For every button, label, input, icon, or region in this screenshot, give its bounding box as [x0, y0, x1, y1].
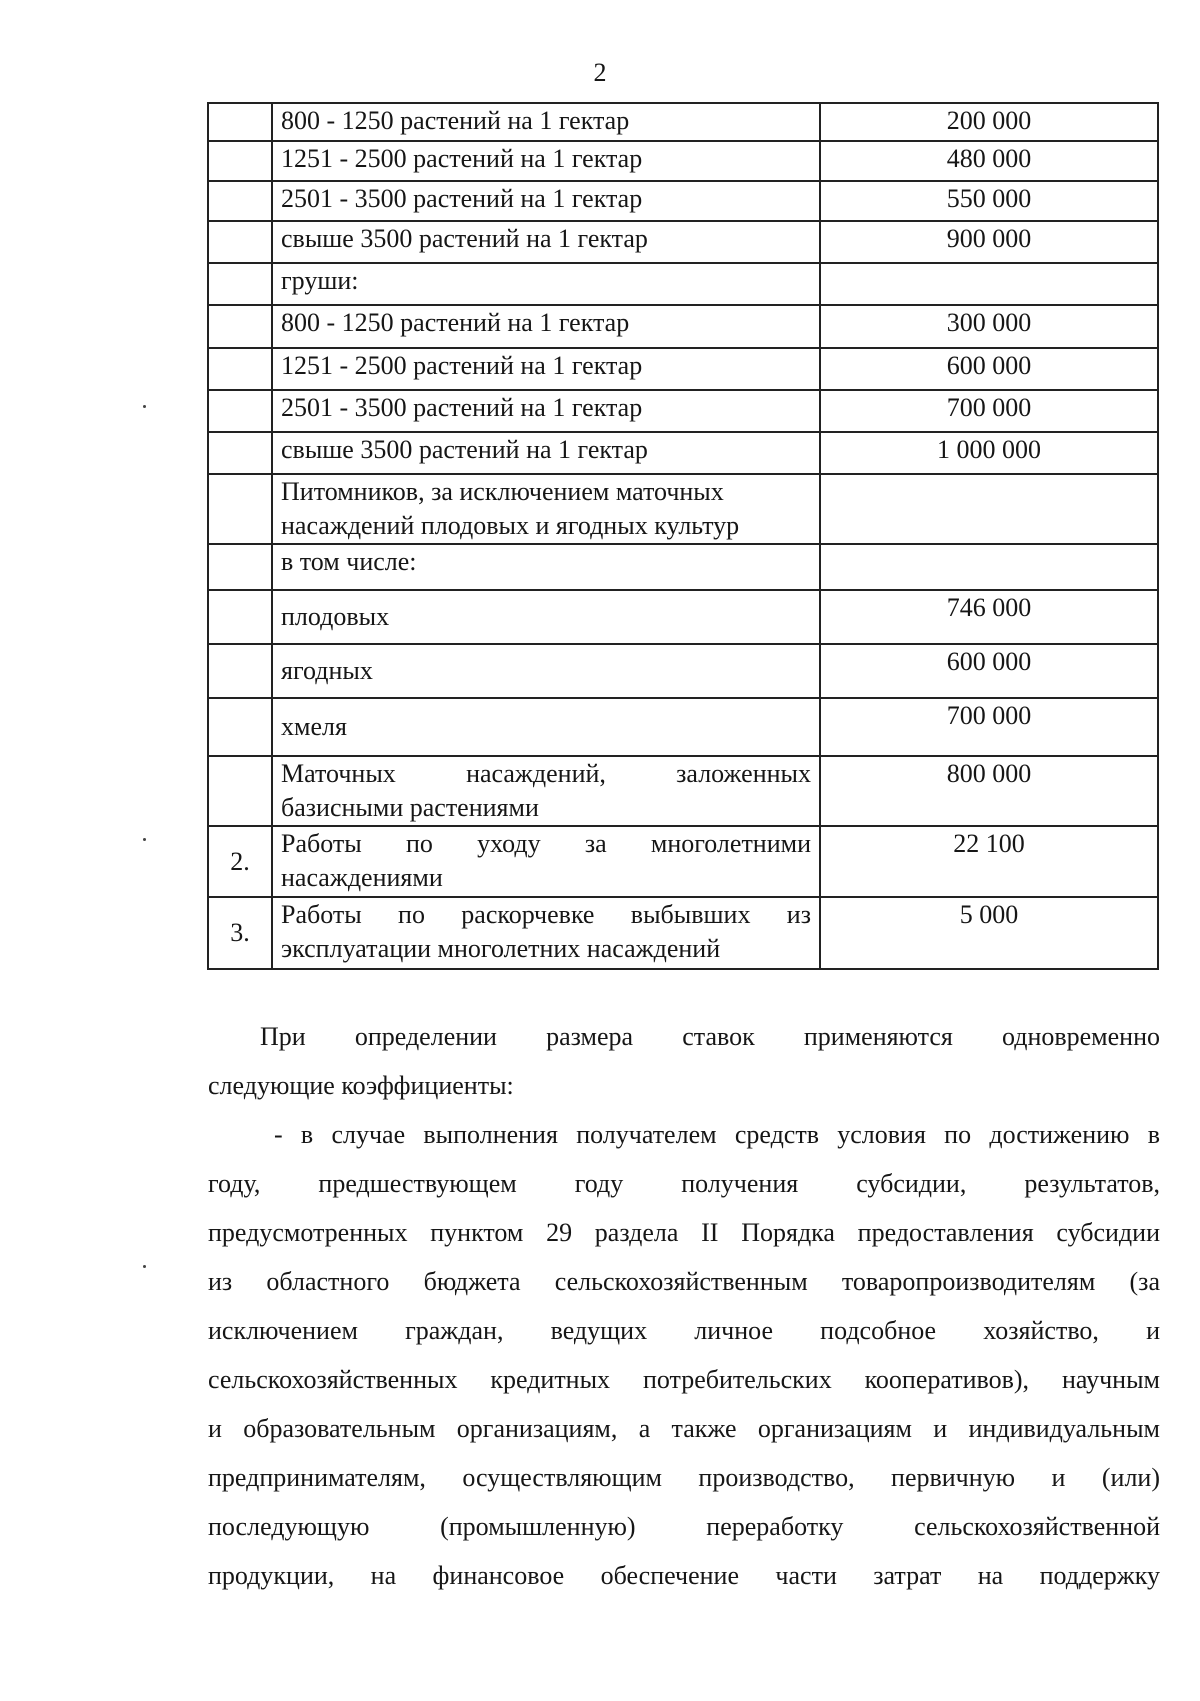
rate-value-cell: 600 000 — [820, 644, 1158, 698]
description-cell: свыше 3500 растений на 1 гектар — [272, 221, 820, 263]
description-cell: 800 - 1250 растений на 1 гектар — [272, 305, 820, 348]
rate-value-cell: 300 000 — [820, 305, 1158, 348]
rate-value-cell — [820, 263, 1158, 305]
description-cell: хмеля — [272, 698, 820, 756]
description-cell: ягодных — [272, 644, 820, 698]
row-number-cell — [208, 474, 272, 544]
row-number-cell — [208, 544, 272, 590]
description-line-1: Работы по уходу за многолетними — [281, 829, 811, 858]
row-number-cell — [208, 756, 272, 826]
table-row — [208, 544, 1158, 590]
description-cell: в том числе: — [272, 544, 820, 590]
row-number-cell — [208, 432, 272, 474]
rate-value-cell: 700 000 — [820, 390, 1158, 432]
description-cell — [272, 826, 820, 897]
table-row — [208, 141, 1158, 181]
row-number-cell — [208, 390, 272, 432]
table-row — [208, 263, 1158, 305]
table-row — [208, 897, 1158, 969]
rate-value-cell: 1 000 000 — [820, 432, 1158, 474]
row-number-cell — [208, 141, 272, 181]
paragraph-2-line-2: году, предшествующем году получения субсидии, результатов, — [208, 1169, 1160, 1198]
row-number-cell — [208, 348, 272, 390]
description-cell: свыше 3500 растений на 1 гектар — [272, 432, 820, 474]
paragraph-2-line-6: сельскохозяйственных кредитных потребительских кооперативов), научным — [208, 1365, 1160, 1394]
row-number-cell — [208, 305, 272, 348]
description-line-2: насаждениями — [281, 863, 443, 892]
paragraph-2-line-7: и образовательным организациям, а также организациям и индивидуальным — [208, 1414, 1160, 1443]
table-row — [208, 181, 1158, 221]
rate-value-cell — [820, 544, 1158, 590]
rate-value-cell: 550 000 — [820, 181, 1158, 221]
rates-table — [207, 102, 1159, 970]
table-row — [208, 644, 1158, 698]
table-row — [208, 590, 1158, 644]
paragraph-2-line-4: из областного бюджета сельскохозяйственным товаропроизводителям (за — [208, 1267, 1160, 1296]
description-line-2: базисными растениями — [281, 793, 539, 822]
table-row — [208, 305, 1158, 348]
description-cell: плодовых — [272, 590, 820, 644]
paragraph-2-line-1: - в случае выполнения получателем средств условия по достижению в — [274, 1120, 1160, 1149]
scan-speck — [143, 838, 146, 841]
paragraph-1-line-1: При определении размера ставок применяются одновременно — [260, 1022, 1160, 1051]
table-row — [208, 698, 1158, 756]
table-row — [208, 474, 1158, 544]
description-cell: Питомников, за исключением маточных насаждений плодовых и ягодных культур — [272, 474, 820, 544]
paragraph-1-line-2: следующие коэффициенты: — [208, 1071, 514, 1100]
paragraph-2-line-10: продукции, на финансовое обеспечение части затрат на поддержку — [208, 1561, 1160, 1590]
table-row — [208, 390, 1158, 432]
description-cell — [272, 756, 820, 826]
table-row — [208, 348, 1158, 390]
description-cell: 1251 - 2500 растений на 1 гектар — [272, 141, 820, 181]
paragraph-2-line-5: исключением граждан, ведущих личное подсобное хозяйство, и — [208, 1316, 1160, 1345]
paragraph-2-line-8: предпринимателям, осуществляющим производство, первичную и (или) — [208, 1463, 1160, 1492]
scan-speck — [143, 1265, 146, 1268]
description-cell: груши: — [272, 263, 820, 305]
page-number: 2 — [593, 58, 607, 87]
rate-value-cell: 480 000 — [820, 141, 1158, 181]
rate-value-cell: 800 000 — [820, 756, 1158, 826]
rate-value-cell: 5 000 — [820, 897, 1158, 969]
row-number-cell — [208, 181, 272, 221]
row-number-cell: 2. — [208, 826, 272, 897]
table-row — [208, 432, 1158, 474]
description-line-1: Маточных насаждений, заложенных — [281, 759, 811, 788]
rate-value-cell: 746 000 — [820, 590, 1158, 644]
rate-value-cell — [820, 474, 1158, 544]
row-number-cell — [208, 103, 272, 141]
rate-value-cell: 700 000 — [820, 698, 1158, 756]
row-number-cell: 3. — [208, 897, 272, 969]
row-number-cell — [208, 644, 272, 698]
description-line-2: эксплуатации многолетних насаждений — [281, 934, 721, 963]
description-cell — [272, 897, 820, 969]
row-number-cell — [208, 698, 272, 756]
paragraph-2-line-9: последующую (промышленную) переработку сельскохозяйственной — [208, 1512, 1160, 1541]
scan-speck — [143, 405, 146, 408]
rates-table-body — [208, 103, 1158, 969]
description-cell: 1251 - 2500 растений на 1 гектар — [272, 348, 820, 390]
table-row — [208, 221, 1158, 263]
rate-value-cell: 900 000 — [820, 221, 1158, 263]
rate-value-cell: 600 000 — [820, 348, 1158, 390]
description-line-1: Работы по раскорчевке выбывших из — [281, 900, 811, 929]
description-cell: 2501 - 3500 растений на 1 гектар — [272, 181, 820, 221]
row-number-cell — [208, 221, 272, 263]
table-row — [208, 103, 1158, 141]
row-number-cell — [208, 263, 272, 305]
rate-value-cell: 22 100 — [820, 826, 1158, 897]
table-row — [208, 826, 1158, 897]
rate-value-cell: 200 000 — [820, 103, 1158, 141]
paragraph-2-line-3: предусмотренных пунктом 29 раздела II Порядка предоставления субсидии — [208, 1218, 1160, 1247]
description-cell: 2501 - 3500 растений на 1 гектар — [272, 390, 820, 432]
table-row — [208, 756, 1158, 826]
row-number-cell — [208, 590, 272, 644]
description-cell: 800 - 1250 растений на 1 гектар — [272, 103, 820, 141]
body-text — [208, 1012, 1160, 1600]
